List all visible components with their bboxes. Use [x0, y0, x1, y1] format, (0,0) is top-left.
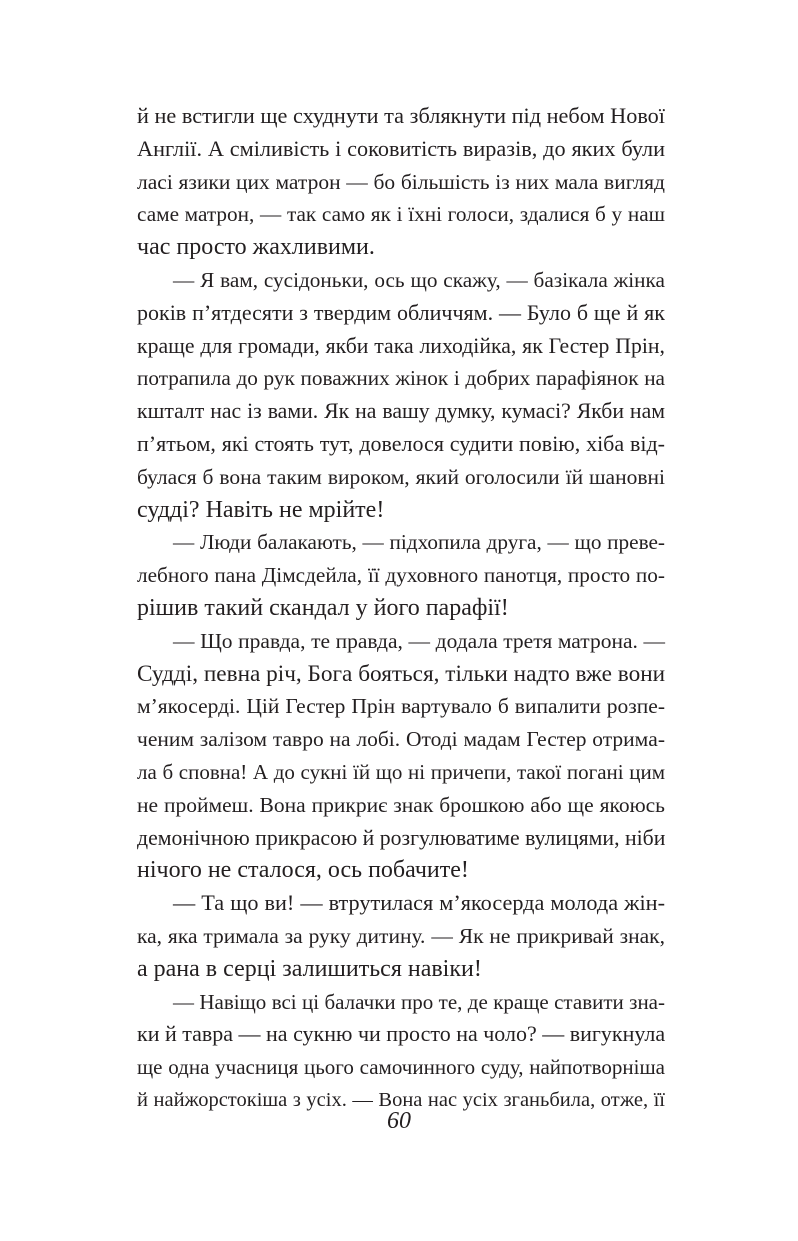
text-line: ще одна учасниця цього самочинного суду, найпотворніша	[137, 1055, 665, 1080]
text-line: кшталт нас із вами. Як на вашу думку, кумасі? Якби нам	[137, 399, 665, 424]
page-number: 60	[387, 1108, 411, 1134]
text-line: булася б вона таким вироком, який оголосили їй шановні	[137, 464, 665, 489]
body-text	[137, 100, 665, 1117]
text-line: лебного пана Дімсдейла, її духовного панотця, просто по-	[137, 563, 665, 588]
text-line: нічого не сталося, ось побачите!	[137, 857, 469, 884]
text-line: ки й тавра — на сукню чи просто на чоло? — вигукнула	[137, 1021, 666, 1047]
text-line: час просто жахливими.	[137, 234, 375, 261]
text-line: ласі язики цих матрон — бо більшість із них мала вигляд	[137, 169, 665, 194]
text-line: й не встигли ще схуднути та зблякнути під небом Нової	[137, 103, 665, 128]
text-line: потрапила до рук поважних жінок і добрих парафіянок на	[137, 366, 665, 391]
text-line: — Навіщо всі ці балачки про те, де краще ставити зна-	[173, 989, 665, 1014]
text-line: краще для громади, якби така лиходійка, як Гестер Прін,	[137, 333, 665, 358]
text-line: Англії. А сміливість і соковитість виразів, до яких були	[137, 135, 665, 161]
text-line: — Що правда, те правда, — додала третя матрона. —	[173, 628, 665, 653]
text-line: не проймеш. Вона прикриє знак брошкою або ще якоюсь	[137, 792, 665, 817]
text-line: саме матрон, — так само як і їхні голоси, здалися б у наш	[137, 202, 665, 227]
text-line: судді? Навіть не мрійте!	[137, 496, 385, 523]
text-line: Судді, певна річ, Бога бояться, тільки надто вже вони	[137, 660, 666, 687]
text-line: — Я вам, сусідоньки, ось що скажу, — базікала жінка	[173, 267, 665, 292]
text-line: років п’ятдесяти з твердим обличчям. — Було б ще й як	[137, 299, 665, 325]
text-line: демонічною прикрасою й розгулюватиме вулицями, ніби	[137, 825, 666, 850]
text-line: ченим залізом тавро на лобі. Отоді мадам Гестер отримa-	[137, 727, 665, 752]
text-line: й найжорстокіша з усіх. — Вона нас усіх зганьбила, отже, її	[137, 1088, 665, 1111]
text-line: м’якосерді. Цій Гестер Прін вартувало б випалити розпе-	[137, 694, 665, 719]
text-line: — Люди балакають, — підхопила друга, — що преве-	[173, 530, 665, 555]
text-line: п’ятьом, які стоять тут, довелося судити повію, хіба від-	[137, 430, 665, 456]
text-line: — Та що ви! — втрутилася м’якосерда молода жін-	[173, 890, 665, 916]
text-line: ка, яка тримала за руку дитину. — Як не прикривай знак,	[137, 923, 665, 948]
text-line: рішив такий скандал у його парафії!	[137, 594, 509, 621]
text-line: а рана в серці залишиться навіки!	[137, 955, 482, 982]
text-line: ла б сповна! А до сукні їй що ні причепи, такої погані цим	[137, 759, 665, 784]
